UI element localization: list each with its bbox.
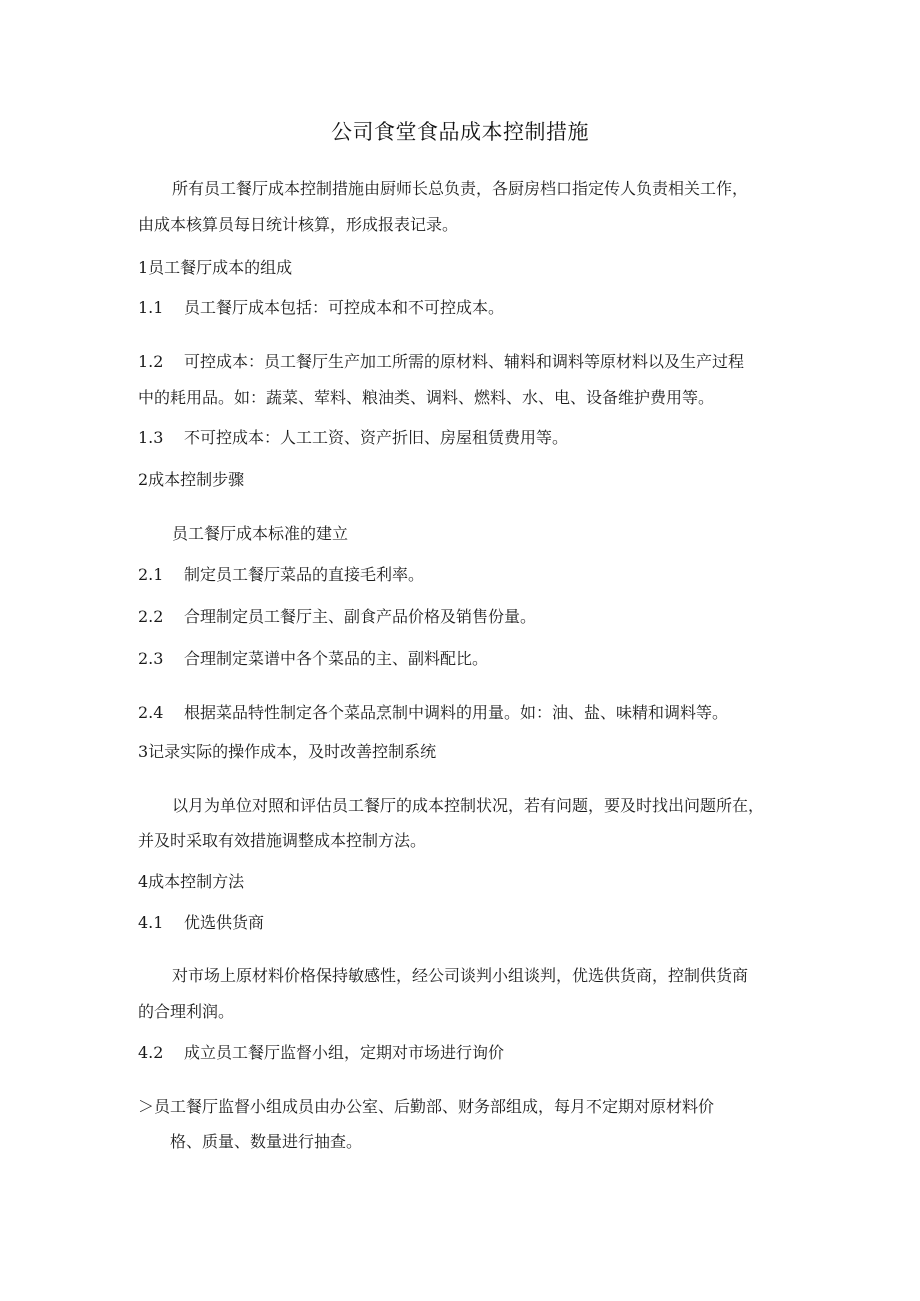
section-2-heading: 2成本控制步骤 — [138, 470, 245, 489]
item-number: 2.4 — [138, 703, 164, 722]
item-text: 成立员工餐厅监督小组，定期对市场进行询价 — [184, 1043, 505, 1062]
item-text: 制定员工餐厅菜品的直接毛利率。 — [184, 565, 425, 584]
item-4-1-para-line-1: 对市场上原材料价格保持敏感性，经公司谈判小组谈判，优选供货商，控制供货商 — [172, 966, 749, 985]
bullet-line-2: 格、质量、数量进行抽查。 — [170, 1132, 363, 1151]
item-text: 不可控成本：人工工资、资产折旧、房屋租赁费用等。 — [184, 428, 569, 447]
section-3-para-line-2: 并及时采取有效措施调整成本控制方法。 — [138, 831, 427, 850]
item-4-1-para-line-2: 的合理利润。 — [138, 1002, 235, 1021]
item-number: 1.1 — [138, 298, 164, 317]
item-2-1 — [138, 564, 788, 586]
item-text: 员工餐厅成本包括：可控成本和不可控成本。 — [184, 298, 505, 317]
item-2-2 — [138, 606, 788, 628]
item-text: 合理制定员工餐厅主、副食产品价格及销售份量。 — [184, 607, 537, 626]
section-3-para-line-1: 以月为单位对照和评估员工餐厅的成本控制状况，若有问题，要及时找出问题所在， — [172, 796, 765, 815]
bullet-line-1: ＞员工餐厅监督小组成员由办公室、后勤部、财务部组成，每月不定期对原材料价 — [138, 1097, 715, 1116]
item-1-3 — [138, 427, 788, 449]
section-3-heading: 3记录实际的操作成本，及时改善控制系统 — [138, 742, 437, 761]
item-text: 根据菜品特性制定各个菜品烹制中调料的用量。如：油、盐、味精和调料等。 — [184, 703, 729, 722]
item-number: 2.1 — [138, 565, 164, 584]
intro-line-1: 所有员工餐厅成本控制措施由厨师长总负责，各厨房档口指定传人负责相关工作， — [172, 179, 749, 198]
item-1-1 — [138, 297, 788, 319]
item-text: 合理制定菜谱中各个菜品的主、副料配比。 — [184, 649, 489, 668]
item-2-3 — [138, 648, 788, 670]
section-1-heading: 1员工餐厅成本的组成 — [138, 258, 293, 277]
item-1-2-continued: 中的耗用品。如：蔬菜、荤料、粮油类、调料、燃料、水、电、设备维护费用等。 — [138, 388, 715, 407]
section-2-subheading: 员工餐厅成本标准的建立 — [172, 524, 349, 543]
intro-line-2: 由成本核算员每日统计核算，形成报表记录。 — [138, 215, 459, 234]
item-4-2 — [138, 1042, 788, 1064]
item-4-1 — [138, 912, 788, 934]
item-number: 2.3 — [138, 649, 164, 668]
item-text: 可控成本：员工餐厅生产加工所需的原材料、辅料和调料等原材料以及生产过程 — [184, 352, 745, 371]
item-1-2 — [138, 351, 788, 373]
item-number: 4.2 — [138, 1043, 164, 1062]
item-number: 1.2 — [138, 352, 164, 371]
item-number: 4.1 — [138, 913, 164, 932]
item-text: 优选供货商 — [184, 913, 265, 932]
item-2-4 — [138, 702, 788, 724]
document-title: 公司食堂食品成本控制措施 — [331, 120, 589, 144]
section-4-heading: 4成本控制方法 — [138, 872, 245, 891]
item-number: 1.3 — [138, 428, 164, 447]
item-number: 2.2 — [138, 607, 164, 626]
